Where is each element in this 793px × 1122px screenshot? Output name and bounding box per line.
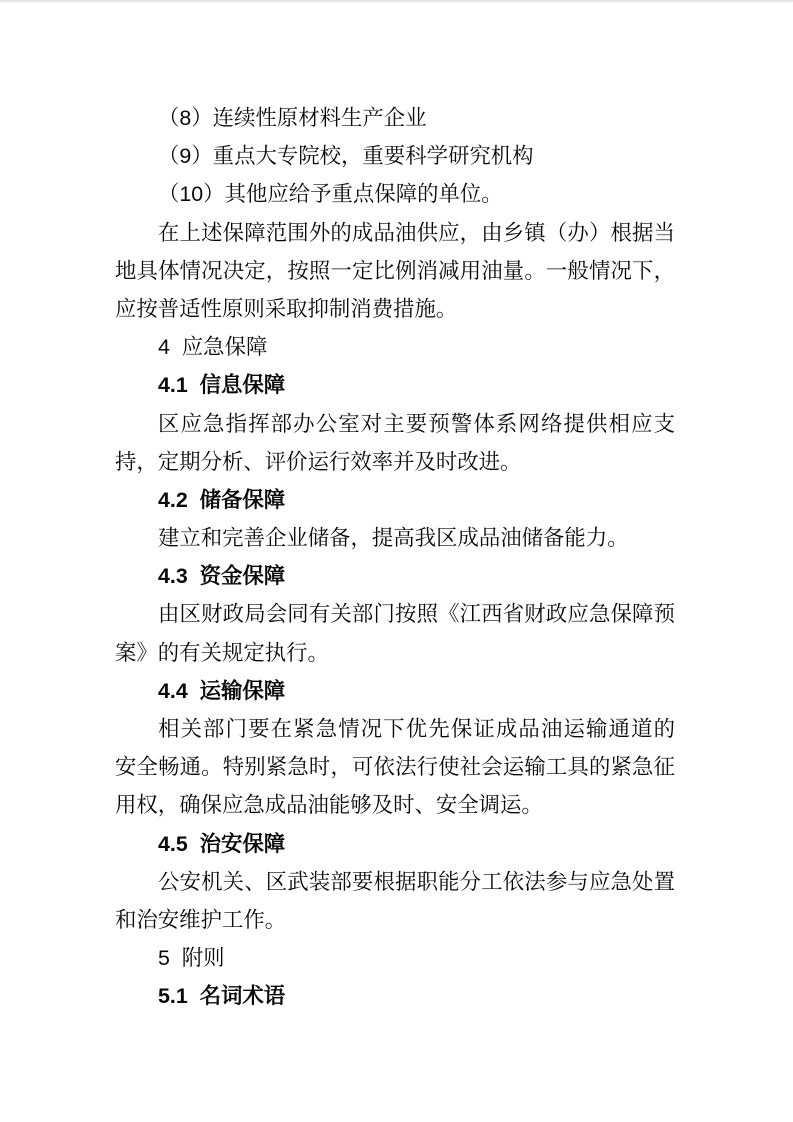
heading-4-3-funding: 4.3 资金保障: [158, 564, 286, 589]
heading-4-1-information: 4.1 信息保障: [158, 373, 286, 398]
heading-4-2-reserve: 4.2 储备保障: [158, 487, 286, 512]
heading-4-4-transport: 4.4 运输保障: [158, 678, 286, 703]
list-item-10: （10）其他应给予重点保障的单位。: [158, 182, 503, 207]
paragraph-scope-line-1: 在上述保障范围外的成品油供应，由乡镇（办）根据当: [158, 220, 675, 245]
paragraph-transport-line-3: 用权，确保应急成品油能够及时、安全调运。: [115, 793, 543, 818]
paragraph-funding-line-2: 案》的有关规定执行。: [115, 640, 329, 665]
paragraph-scope-line-2: 地具体情况决定，按照一定比例消减用油量。一般情况下，: [115, 258, 675, 283]
paragraph-transport-line-1: 相关部门要在紧急情况下优先保证成品油运输通道的: [158, 717, 675, 741]
heading-5-1-terminology: 5.1 名词术语: [158, 984, 286, 1009]
paragraph-information-line-1: 区应急指挥部办公室对主要预警体系网络提供相应支: [158, 411, 675, 436]
heading-5-supplementary: 5 附则: [158, 946, 225, 971]
scan-edge-artifact: [0, 0, 793, 3]
list-item-8: （8）连续性原材料生产企业: [158, 106, 427, 130]
paragraph-reserve-line-1: 建立和完善企业储备，提高我区成品油储备能力。: [158, 526, 629, 551]
paragraph-transport-line-2: 安全畅通。特别紧急时，可依法行使社会运输工具的紧急征: [115, 755, 675, 780]
paragraph-security-line-1: 公安机关、区武装部要根据职能分工依法参与应急处置: [158, 869, 675, 894]
heading-4-emergency-support: 4 应急保障: [158, 335, 268, 360]
paragraph-information-line-2: 持，定期分析、评价运行效率并及时改进。: [115, 449, 522, 474]
heading-4-5-public-security: 4.5 治安保障: [158, 831, 286, 856]
paragraph-scope-line-3: 应按普适性原则采取抑制消费措施。: [115, 296, 458, 321]
paragraph-funding-line-1: 由区财政局会同有关部门按照《江西省财政应急保障预: [158, 602, 675, 627]
list-item-9: （9）重点大专院校，重要科学研究机构: [158, 144, 534, 169]
document-content: [115, 99, 675, 1016]
paragraph-security-line-2: 和治安维护工作。: [115, 907, 287, 932]
